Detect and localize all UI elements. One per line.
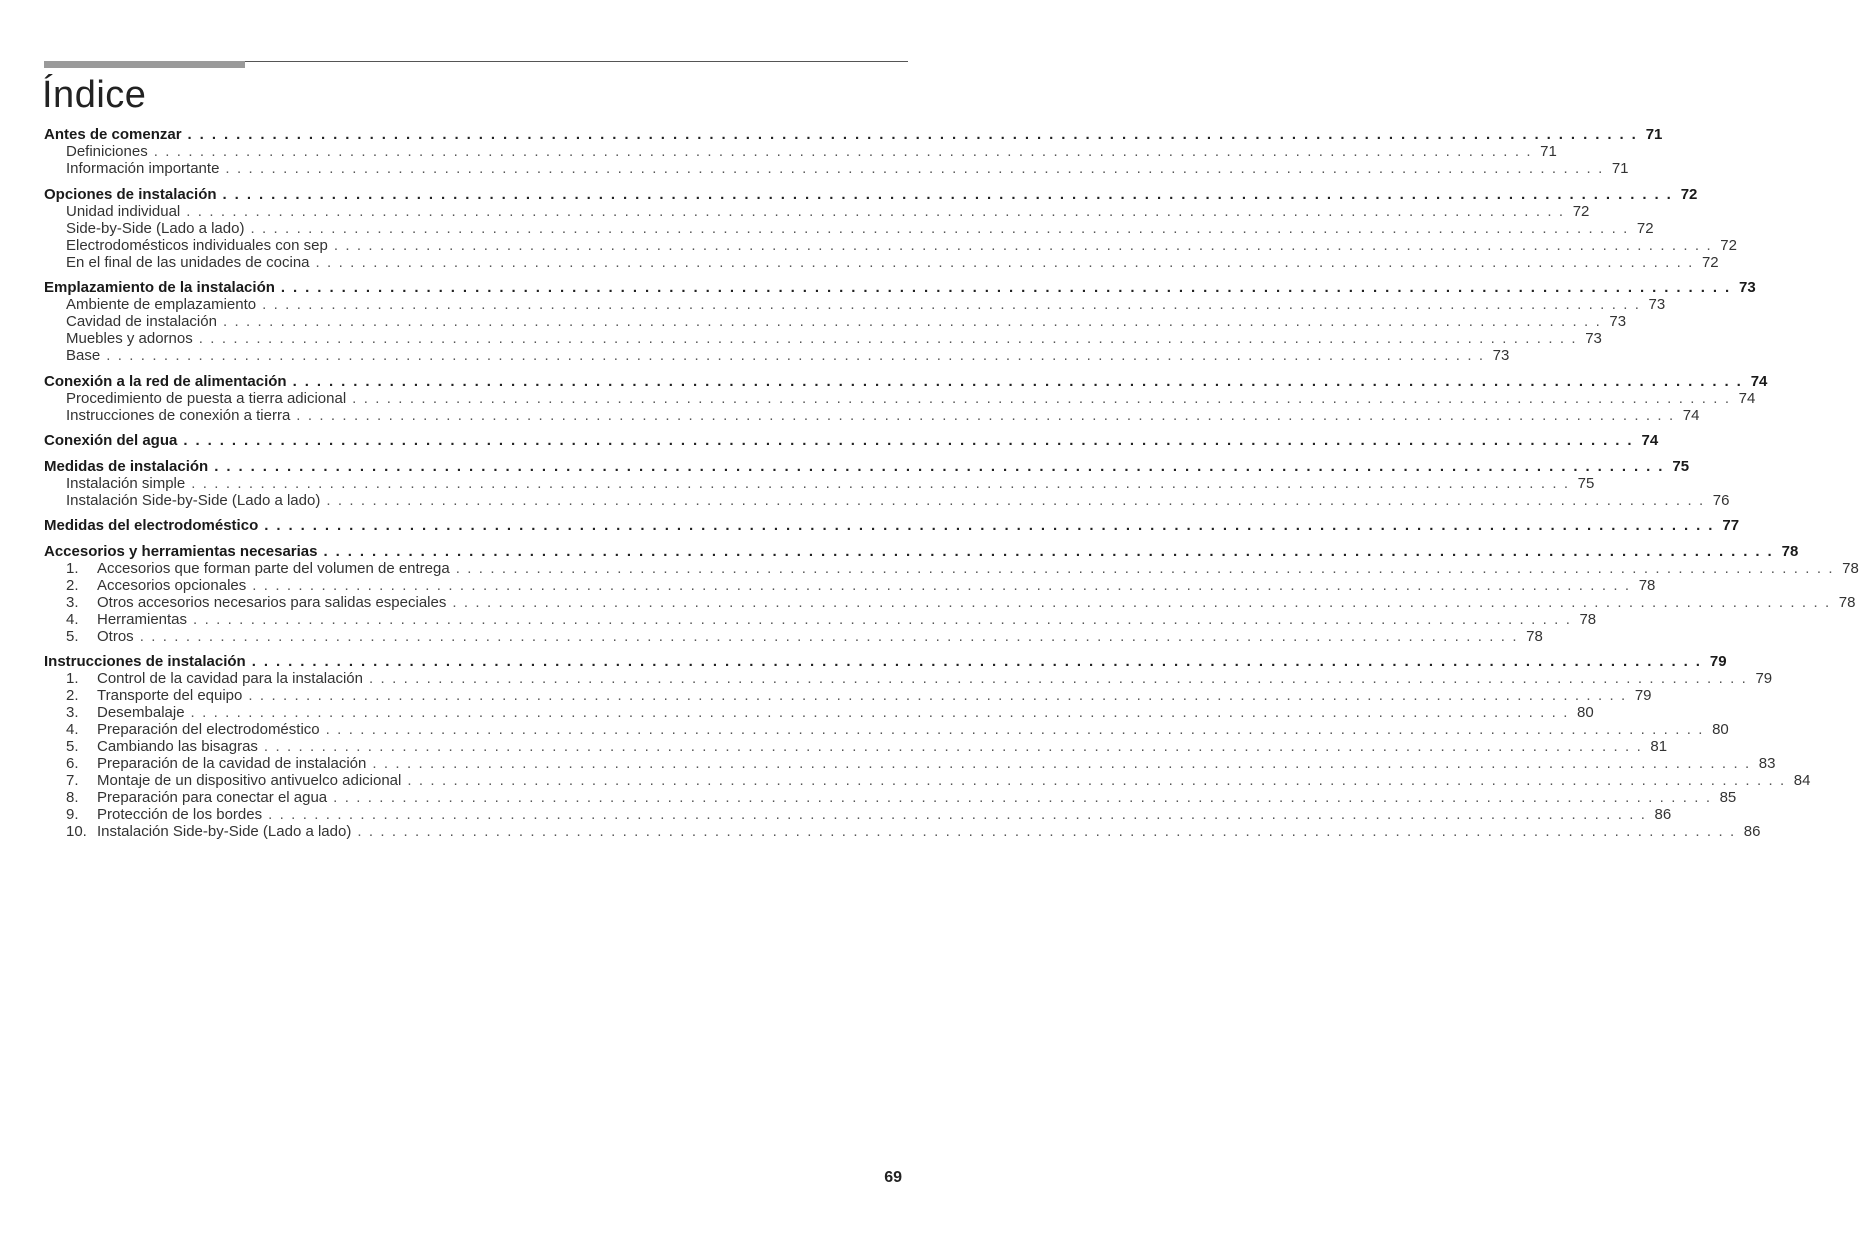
dot-leader: . . . . . . . . . . . . . . . . . . . . . . . . . . . . . . . . . . . . . . . . . . . . . . . . . . . . . . . . . . . . . . . . . . . . . . . . . . . . . . . . . . . . . . . . . . . . . . . . . . . . . . . . . . . . . . . . . . . . . . . . — [296, 406, 1675, 424]
toc-item[interactable] — [44, 330, 1602, 347]
toc-page-ref: 79 — [1634, 687, 1652, 704]
toc-page-ref: 85 — [1719, 789, 1737, 806]
toc-page-ref: 83 — [1758, 755, 1776, 772]
toc-page-ref: 79 — [1709, 653, 1727, 670]
table-of-contents — [44, 126, 1859, 849]
dot-leader: . . . . . . . . . . . . . . . . . . . . . . . . . . . . . . . . . . . . . . . . . . . . . . . . . . . . . . . . . . . . . . . . . . . . . . . . . . . . . . . . . . . . . . . . . . . . . . . . . . . . . . . . . . . . . . . . . . . . . . . . — [326, 491, 1705, 509]
toc-section — [44, 432, 1659, 449]
toc-item-number: 3. — [66, 593, 79, 611]
toc-item-number: 7. — [66, 772, 79, 789]
toc-item-number: 1. — [66, 670, 79, 687]
dot-leader: . . . . . . . . . . . . . . . . . . . . . . . . . . . . . . . . . . . . . . . . . . . . . . . . . . . . . . . . . . . . . . . . . . . . . . . . . . . . . . . . . . . . . . . . . . . . . . . . . . . . . . . . . . . . . . . . . . . . . . . . — [251, 653, 1702, 670]
toc-section — [44, 279, 1756, 364]
toc-page-ref: 79 — [1755, 670, 1773, 687]
toc-item[interactable] — [44, 406, 1700, 424]
toc-section-heading[interactable] — [44, 185, 1698, 203]
dot-leader: . . . . . . . . . . . . . . . . . . . . . . . . . . . . . . . . . . . . . . . . . . . . . . . . . . . . . . . . . . . . . . . . . . . . . . . . . . . . . . . . . . . . . . . . . . . . . . . . . . . . . . . . . . . . . . . . . . . . . . . . — [407, 772, 1786, 789]
dot-leader: . . . . . . . . . . . . . . . . . . . . . . . . . . . . . . . . . . . . . . . . . . . . . . . . . . . . . . . . . . . . . . . . . . . . . . . . . . . . . . . . . . . . . . . . . . . . . . . . . . . . . . . . . . . . . . . . . . . . . . . . — [455, 559, 1835, 577]
toc-item-label: Herramientas — [97, 610, 188, 628]
dot-leader: . . . . . . . . . . . . . . . . . . . . . . . . . . . . . . . . . . . . . . . . . . . . . . . . . . . . . . . . . . . . . . . . . . . . . . . . . . . . . . . . . . . . . . . . . . . . . . . . . . . . . . . . . . . . . . . . . . . . . . . . — [139, 627, 1519, 645]
dot-leader: . . . . . . . . . . . . . . . . . . . . . . . . . . . . . . . . . . . . . . . . . . . . . . . . . . . . . . . . . . . . . . . . . . . . . . . . . . . . . . . . . . . . . . . . . . . . . . . . . . . . . . . . . . . . . . . . . . . . . . . . — [369, 670, 1748, 687]
dot-leader: . . . . . . . . . . . . . . . . . . . . . . . . . . . . . . . . . . . . . . . . . . . . . . . . . . . . . . . . . . . . . . . . . . . . . . . . . . . . . . . . . . . . . . . . . . . . . . . . . . . . . . . . . . . . . . . . . . . . . . . . — [183, 432, 1634, 449]
toc-section — [44, 372, 1768, 424]
toc-item[interactable] — [44, 738, 1668, 755]
toc-item-label: Instalación Side-by-Side (Lado a lado) — [97, 823, 352, 840]
toc-item[interactable] — [44, 806, 1672, 823]
toc-item-number: 4. — [66, 721, 79, 738]
toc-item-label: Protección de los bordes — [97, 806, 263, 823]
toc-page-ref: 80 — [1576, 704, 1594, 721]
toc-item-label: Información importante — [66, 160, 220, 177]
toc-item[interactable] — [44, 772, 1811, 789]
toc-item[interactable] — [44, 823, 1761, 840]
toc-item-label: Otros — [97, 627, 134, 645]
toc-section-heading[interactable] — [44, 432, 1659, 449]
toc-item-label: Side-by-Side (Lado a lado) — [66, 219, 245, 237]
dot-leader: . . . . . . . . . . . . . . . . . . . . . . . . . . . . . . . . . . . . . . . . . . . . . . . . . . . . . . . . . . . . . . . . . . . . . . . . . . . . . . . . . . . . . . . . . . . . . . . . . . . . . . . . . . . . . . . . . . . . . . . . — [325, 721, 1705, 738]
toc-item-label: Preparación del electrodoméstico — [97, 721, 320, 738]
dot-leader: . . . . . . . . . . . . . . . . . . . . . . . . . . . . . . . . . . . . . . . . . . . . . . . . . . . . . . . . . . . . . . . . . . . . . . . . . . . . . . . . . . . . . . . . . . . . . . . . . . . . . . . . . . . . . . . . . . . . . . . . — [191, 474, 1570, 492]
dot-leader: . . . . . . . . . . . . . . . . . . . . . . . . . . . . . . . . . . . . . . . . . . . . . . . . . . . . . . . . . . . . . . . . . . . . . . . . . . . . . . . . . . . . . . . . . . . . . . . . . . . . . . . . . . . . . . . . . . . . . . . . — [452, 593, 1831, 611]
toc-item[interactable] — [44, 160, 1629, 177]
toc-item-label: Preparación de la cavidad de instalación — [97, 755, 367, 772]
toc-section-title: Opciones de instalación — [44, 185, 217, 203]
toc-item-label: Montaje de un dispositivo antivuelco adicional — [97, 772, 402, 789]
toc-item[interactable] — [44, 593, 1856, 611]
toc-page-ref: 80 — [1712, 721, 1729, 738]
toc-item[interactable] — [44, 789, 1737, 806]
dot-leader: . . . . . . . . . . . . . . . . . . . . . . . . . . . . . . . . . . . . . . . . . . . . . . . . . . . . . . . . . . . . . . . . . . . . . . . . . . . . . . . . . . . . . . . . . . . . . . . . . . . . . . . . . . . . . . . . . . . . . . . . — [262, 296, 1641, 313]
toc-item-number: 10. — [66, 823, 87, 840]
dot-leader: . . . . . . . . . . . . . . . . . . . . . . . . . . . . . . . . . . . . . . . . . . . . . . . . . . . . . . . . . . . . . . . . . . . . . . . . . . . . . . . . . . . . . . . . . . . . . . . . . . . . . . . . . . . . . . . . . . . . . . . . — [248, 687, 1627, 704]
dot-leader: . . . . . . . . . . . . . . . . . . . . . . . . . . . . . . . . . . . . . . . . . . . . . . . . . . . . . . . . . . . . . . . . . . . . . . . . . . . . . . . . . . . . . . . . . . . . . . . . . . . . . . . . . . . . . . . . . . . . . . . . — [225, 160, 1604, 177]
toc-page-ref: 74 — [1750, 372, 1768, 390]
dot-leader: . . . . . . . . . . . . . . . . . . . . . . . . . . . . . . . . . . . . . . . . . . . . . . . . . . . . . . . . . . . . . . . . . . . . . . . . . . . . . . . . . . . . . . . . . . . . . . . . . . . . . . . . . . . . . . . . . . . . . . . . — [352, 389, 1731, 407]
toc-section — [44, 126, 1663, 177]
toc-page-ref: 72 — [1720, 236, 1737, 254]
toc-page-ref: 71 — [1540, 143, 1557, 160]
toc-item[interactable] — [44, 687, 1652, 704]
dot-leader: . . . . . . . . . . . . . . . . . . . . . . . . . . . . . . . . . . . . . . . . . . . . . . . . . . . . . . . . . . . . . . . . . . . . . . . . . . . . . . . . . . . . . . . . . . . . . . . . . . . . . . . . . . . . . . . . . . . . . . . . — [186, 202, 1565, 220]
toc-page-ref: 72 — [1636, 219, 1654, 237]
dot-leader: . . . . . . . . . . . . . . . . . . . . . . . . . . . . . . . . . . . . . . . . . . . . . . . . . . . . . . . . . . . . . . . . . . . . . . . . . . . . . . . . . . . . . . . . . . . . . . . . . . . . . . . . . . . . . . . . . . . . . . . . — [187, 126, 1638, 143]
toc-item-label: Accesorios opcionales — [97, 576, 247, 594]
toc-page-ref: 71 — [1611, 160, 1629, 177]
toc-item-number: 2. — [66, 687, 79, 704]
dot-leader: . . . . . . . . . . . . . . . . . . . . . . . . . . . . . . . . . . . . . . . . . . . . . . . . . . . . . . . . . . . . . . . . . . . . . . . . . . . . . . . . . . . . . . . . . . . . . . . . . . . . . . . . . . . . . . . . . . . . . . . . — [292, 372, 1743, 390]
toc-page-ref: 78 — [1579, 610, 1597, 628]
dot-leader: . . . . . . . . . . . . . . . . . . . . . . . . . . . . . . . . . . . . . . . . . . . . . . . . . . . . . . . . . . . . . . . . . . . . . . . . . . . . . . . . . . . . . . . . . . . . . . . . . . . . . . . . . . . . . . . . . . . . . . . . — [264, 517, 1715, 534]
dot-leader: . . . . . . . . . . . . . . . . . . . . . . . . . . . . . . . . . . . . . . . . . . . . . . . . . . . . . . . . . . . . . . . . . . . . . . . . . . . . . . . . . . . . . . . . . . . . . . . . . . . . . . . . . . . . . . . . . . . . . . . . — [252, 576, 1631, 594]
toc-page-ref: 81 — [1650, 738, 1668, 755]
toc-item[interactable] — [44, 313, 1627, 330]
toc-item-number: 1. — [66, 559, 79, 577]
toc-page-ref: 73 — [1585, 330, 1602, 347]
toc-item-label: Control de la cavidad para la instalación — [97, 670, 363, 687]
dot-leader: . . . . . . . . . . . . . . . . . . . . . . . . . . . . . . . . . . . . . . . . . . . . . . . . . . . . . . . . . . . . . . . . . . . . . . . . . . . . . . . . . . . . . . . . . . . . . . . . . . . . . . . . . . . . . . . . . . . . . . . . — [106, 347, 1485, 364]
toc-page-ref: 77 — [1722, 517, 1740, 534]
toc-item-label: Otros accesorios necesarios para salidas especiales — [97, 593, 447, 611]
dot-leader: . . . . . . . . . . . . . . . . . . . . . . . . . . . . . . . . . . . . . . . . . . . . . . . . . . . . . . . . . . . . . . . . . . . . . . . . . . . . . . . . . . . . . . . . . . . . . . . . . . . . . . . . . . . . . . . . . . . . . . . . — [315, 253, 1694, 271]
dot-leader: . . . . . . . . . . . . . . . . . . . . . . . . . . . . . . . . . . . . . . . . . . . . . . . . . . . . . . . . . . . . . . . . . . . . . . . . . . . . . . . . . . . . . . . . . . . . . . . . . . . . . . . . . . . . . . . . . . . . . . . . — [198, 330, 1578, 347]
toc-section-heading[interactable] — [44, 372, 1768, 390]
toc-item-label: Ambiente de emplazamiento — [66, 296, 257, 313]
toc-section-heading[interactable] — [44, 517, 1740, 534]
toc-item-number: 8. — [66, 789, 79, 806]
page-title: Índice — [42, 74, 147, 116]
toc-item[interactable] — [44, 143, 1557, 160]
dot-leader: . . . . . . . . . . . . . . . . . . . . . . . . . . . . . . . . . . . . . . . . . . . . . . . . . . . . . . . . . . . . . . . . . . . . . . . . . . . . . . . . . . . . . . . . . . . . . . . . . . . . . . . . . . . . . . . . . . . . . . . . — [323, 542, 1774, 560]
dot-leader: . . . . . . . . . . . . . . . . . . . . . . . . . . . . . . . . . . . . . . . . . . . . . . . . . . . . . . . . . . . . . . . . . . . . . . . . . . . . . . . . . . . . . . . . . . . . . . . . . . . . . . . . . . . . . . . . . . . . . . . . — [333, 236, 1713, 254]
dot-leader: . . . . . . . . . . . . . . . . . . . . . . . . . . . . . . . . . . . . . . . . . . . . . . . . . . . . . . . . . . . . . . . . . . . . . . . . . . . . . . . . . . . . . . . . . . . . . . . . . . . . . . . . . . . . . . . . . . . . . . . . — [153, 143, 1533, 160]
toc-section-heading[interactable] — [44, 457, 1690, 475]
toc-item-number: 5. — [66, 627, 79, 645]
toc-item[interactable] — [44, 474, 1595, 492]
toc-section-title: Emplazamiento de la instalación — [44, 279, 275, 296]
toc-page-ref: 78 — [1526, 627, 1543, 645]
dot-leader: . . . . . . . . . . . . . . . . . . . . . . . . . . . . . . . . . . . . . . . . . . . . . . . . . . . . . . . . . . . . . . . . . . . . . . . . . . . . . . . . . . . . . . . . . . . . . . . . . . . . . . . . . . . . . . . . . . . . . . . . — [372, 755, 1751, 772]
toc-section — [44, 457, 1730, 509]
toc-item[interactable] — [44, 721, 1729, 738]
toc-page-ref: 76 — [1712, 491, 1730, 509]
toc-page-ref: 73 — [1739, 279, 1756, 296]
toc-section-heading[interactable] — [44, 653, 1727, 670]
toc-page-ref: 75 — [1577, 474, 1595, 492]
toc-page-ref: 78 — [1638, 576, 1656, 594]
toc-page-ref: 86 — [1743, 823, 1761, 840]
toc-item-label: Accesorios que forman parte del volumen de entrega — [97, 559, 450, 577]
toc-page-ref: 73 — [1609, 313, 1627, 330]
toc-item-number: 2. — [66, 576, 79, 594]
dot-leader: . . . . . . . . . . . . . . . . . . . . . . . . . . . . . . . . . . . . . . . . . . . . . . . . . . . . . . . . . . . . . . . . . . . . . . . . . . . . . . . . . . . . . . . . . . . . . . . . . . . . . . . . . . . . . . . . . . . . . . . . — [250, 219, 1629, 237]
toc-item[interactable] — [44, 389, 1756, 407]
toc-page-ref: 74 — [1641, 432, 1659, 449]
toc-section-heading[interactable] — [44, 126, 1663, 143]
toc-page-ref: 78 — [1838, 593, 1856, 611]
toc-page-ref: 72 — [1701, 253, 1719, 271]
toc-page-ref: 73 — [1648, 296, 1666, 313]
toc-item-label: En el final de las unidades de cocina — [66, 253, 310, 271]
toc-page-ref: 78 — [1842, 559, 1859, 577]
toc-item[interactable] — [44, 202, 1590, 220]
dot-leader: . . . . . . . . . . . . . . . . . . . . . . . . . . . . . . . . . . . . . . . . . . . . . . . . . . . . . . . . . . . . . . . . . . . . . . . . . . . . . . . . . . . . . . . . . . . . . . . . . . . . . . . . . . . . . . . . . . . . . . . . — [214, 457, 1665, 475]
toc-section-title: Medidas de instalación — [44, 457, 209, 475]
toc-section-title: Instrucciones de instalación — [44, 653, 246, 670]
toc-item[interactable] — [44, 253, 1719, 271]
toc-section — [44, 542, 1859, 645]
toc-section-heading[interactable] — [44, 279, 1756, 296]
toc-item-label: Cavidad de instalación — [66, 313, 217, 330]
toc-item[interactable] — [44, 219, 1654, 237]
toc-section — [44, 517, 1740, 534]
toc-page-ref: 72 — [1572, 202, 1590, 220]
toc-item-label: Desembalaje — [97, 704, 185, 721]
toc-item[interactable] — [44, 670, 1773, 687]
toc-item[interactable] — [44, 296, 1666, 313]
dot-leader: . . . . . . . . . . . . . . . . . . . . . . . . . . . . . . . . . . . . . . . . . . . . . . . . . . . . . . . . . . . . . . . . . . . . . . . . . . . . . . . . . . . . . . . . . . . . . . . . . . . . . . . . . . . . . . . . . . . . . . . . — [222, 313, 1602, 330]
dot-leader: . . . . . . . . . . . . . . . . . . . . . . . . . . . . . . . . . . . . . . . . . . . . . . . . . . . . . . . . . . . . . . . . . . . . . . . . . . . . . . . . . . . . . . . . . . . . . . . . . . . . . . . . . . . . . . . . . . . . . . . . — [280, 279, 1732, 296]
toc-item-label: Unidad individual — [66, 202, 181, 220]
toc-page-ref: 71 — [1645, 126, 1663, 143]
toc-item[interactable] — [44, 236, 1737, 254]
toc-section-title: Antes de comenzar — [44, 126, 182, 143]
toc-page-ref: 75 — [1672, 457, 1690, 475]
toc-page-ref: 84 — [1793, 772, 1811, 789]
dot-leader: . . . . . . . . . . . . . . . . . . . . . . . . . . . . . . . . . . . . . . . . . . . . . . . . . . . . . . . . . . . . . . . . . . . . . . . . . . . . . . . . . . . . . . . . . . . . . . . . . . . . . . . . . . . . . . . . . . . . . . . . — [222, 185, 1673, 203]
toc-section — [44, 653, 1811, 840]
dot-leader: . . . . . . . . . . . . . . . . . . . . . . . . . . . . . . . . . . . . . . . . . . . . . . . . . . . . . . . . . . . . . . . . . . . . . . . . . . . . . . . . . . . . . . . . . . . . . . . . . . . . . . . . . . . . . . . . . . . . . . . . — [263, 738, 1643, 755]
toc-item-label: Muebles y adornos — [66, 330, 193, 347]
toc-page-ref: 74 — [1738, 389, 1756, 407]
toc-item-number: 3. — [66, 704, 79, 721]
toc-item-number: 4. — [66, 610, 79, 628]
toc-item[interactable] — [44, 610, 1597, 628]
toc-item[interactable] — [44, 755, 1776, 772]
dot-leader: . . . . . . . . . . . . . . . . . . . . . . . . . . . . . . . . . . . . . . . . . . . . . . . . . . . . . . . . . . . . . . . . . . . . . . . . . . . . . . . . . . . . . . . . . . . . . . . . . . . . . . . . . . . . . . . . . . . . . . . . — [268, 806, 1647, 823]
header-accent-bar — [44, 61, 245, 68]
toc-page-ref: 73 — [1492, 347, 1510, 364]
dot-leader: . . . . . . . . . . . . . . . . . . . . . . . . . . . . . . . . . . . . . . . . . . . . . . . . . . . . . . . . . . . . . . . . . . . . . . . . . . . . . . . . . . . . . . . . . . . . . . . . . . . . . . . . . . . . . . . . . . . . . . . . — [193, 610, 1572, 628]
toc-item-label: Instalación simple — [66, 474, 186, 492]
toc-item-label: Procedimiento de puesta a tierra adicional — [66, 389, 347, 407]
toc-item-number: 5. — [66, 738, 79, 755]
toc-item-label: Base — [66, 347, 101, 364]
page-number: 69 — [884, 1169, 902, 1186]
toc-item-label: Electrodomésticos individuales con sep — [66, 236, 328, 254]
toc-section-title: Medidas del electrodoméstico — [44, 517, 259, 534]
toc-item-label: Definiciones — [66, 143, 148, 160]
toc-item-label: Instalación Side-by-Side (Lado a lado) — [66, 491, 321, 509]
toc-item[interactable] — [44, 704, 1594, 721]
toc-item[interactable] — [44, 491, 1730, 509]
toc-item-label: Transporte del equipo — [97, 687, 243, 704]
dot-leader: . . . . . . . . . . . . . . . . . . . . . . . . . . . . . . . . . . . . . . . . . . . . . . . . . . . . . . . . . . . . . . . . . . . . . . . . . . . . . . . . . . . . . . . . . . . . . . . . . . . . . . . . . . . . . . . . . . . . . . . . — [190, 704, 1569, 721]
toc-item-number: 9. — [66, 806, 79, 823]
toc-section-title: Conexión a la red de alimentación — [44, 372, 287, 390]
toc-item[interactable] — [44, 576, 1656, 594]
toc-section-heading[interactable] — [44, 542, 1799, 560]
dot-leader: . . . . . . . . . . . . . . . . . . . . . . . . . . . . . . . . . . . . . . . . . . . . . . . . . . . . . . . . . . . . . . . . . . . . . . . . . . . . . . . . . . . . . . . . . . . . . . . . . . . . . . . . . . . . . . . . . . . . . . . . — [333, 789, 1712, 806]
toc-section-title: Accesorios y herramientas necesarias — [44, 542, 318, 560]
toc-section — [44, 185, 1737, 271]
toc-page-ref: 78 — [1781, 542, 1799, 560]
toc-page-ref: 72 — [1680, 185, 1698, 203]
toc-item-label: Instrucciones de conexión a tierra — [66, 406, 291, 424]
toc-item[interactable] — [44, 559, 1859, 577]
toc-page-ref: 74 — [1682, 406, 1700, 424]
toc-item-label: Preparación para conectar el agua — [97, 789, 328, 806]
toc-item-label: Cambiando las bisagras — [97, 738, 258, 755]
toc-page-ref: 86 — [1654, 806, 1672, 823]
toc-item[interactable] — [44, 347, 1510, 364]
toc-section-title: Conexión del agua — [44, 432, 178, 449]
toc-item[interactable] — [44, 627, 1543, 645]
toc-item-number: 6. — [66, 755, 79, 772]
dot-leader: . . . . . . . . . . . . . . . . . . . . . . . . . . . . . . . . . . . . . . . . . . . . . . . . . . . . . . . . . . . . . . . . . . . . . . . . . . . . . . . . . . . . . . . . . . . . . . . . . . . . . . . . . . . . . . . . . . . . . . . . — [357, 823, 1736, 840]
